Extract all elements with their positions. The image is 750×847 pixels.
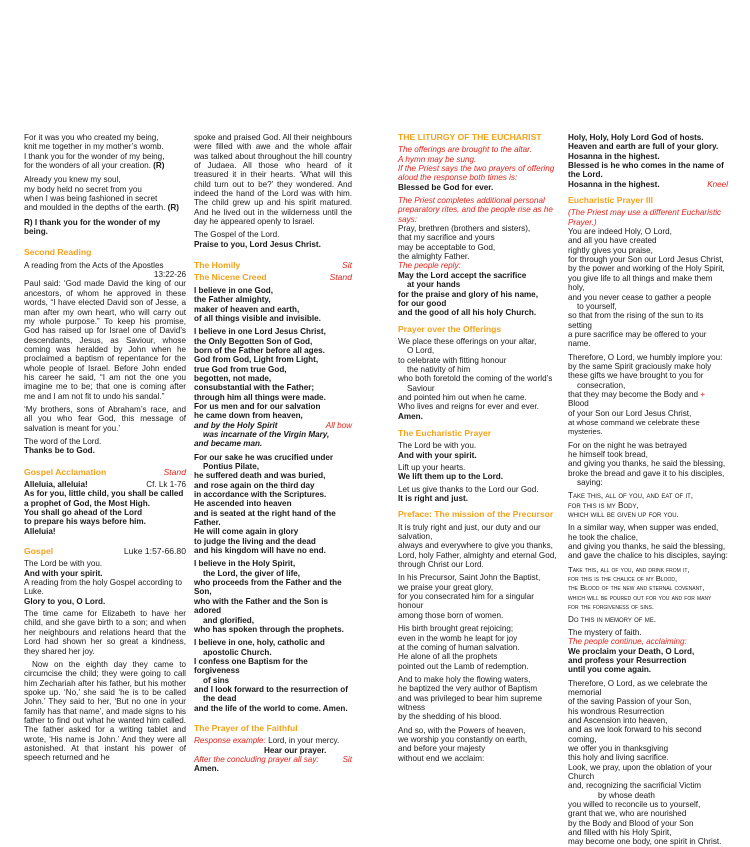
- text-line: Pontius Pilate,: [203, 462, 259, 471]
- text-line: who proceeds from the Father and the Son,: [194, 578, 342, 597]
- text-line: through Christ our Lord.: [398, 560, 484, 570]
- text-line: the Only Begotten Son of God,: [194, 336, 313, 346]
- text-line: for this is the chalice of my Blood,: [568, 574, 678, 584]
- preface-stanza: [398, 675, 558, 722]
- text-line: and, recognizing the sacrificial Victim: [568, 781, 702, 791]
- text-line: Saviour: [407, 383, 435, 393]
- response-marker: (R): [167, 203, 179, 213]
- rubric-text: (The Priest may use a different Eucharistic Prayer.): [568, 208, 722, 227]
- text-line: and all you have created: [568, 236, 657, 246]
- creed-stanza: [194, 453, 352, 556]
- rubric-block: [398, 145, 558, 182]
- rubric-text: Response example:: [194, 736, 266, 746]
- preface-heading: Preface: The mission of the Precursor: [398, 509, 554, 520]
- consecration-words: [568, 491, 728, 519]
- text-line: You shall go ahead of the Lord: [24, 508, 143, 518]
- mystery-of-faith: The mystery of faith.: [568, 627, 642, 637]
- prayer-stanza: [568, 441, 728, 488]
- text-line: for through your Son our Lord Jesus Christ,: [568, 255, 724, 265]
- text-line: I believe in one God,: [194, 285, 274, 295]
- text-line: true God from true God,: [194, 364, 287, 374]
- text-line: Already you knew my soul,: [24, 175, 121, 185]
- text-line: For it was you who created my being,: [24, 133, 159, 142]
- text-line: and Ascension into heaven,: [568, 715, 668, 725]
- text-line: Look, we pray, upon the oblation of your Church: [568, 762, 712, 781]
- preface-stanza: [398, 573, 558, 620]
- text-line: who both foretold the coming of the world’s: [398, 374, 553, 384]
- text-line: and his kingdom will have no end.: [194, 546, 326, 556]
- dialogue-line: Let us give thanks to the Lord our God.: [398, 484, 539, 494]
- posture-rubric: Stand: [163, 466, 186, 477]
- dialogue-response: And with your spirit.: [24, 568, 103, 578]
- reading-paragraph: ‘My brothers, sons of Abraham’s race, and all you who fear God, this message of salvation is meant for you.’: [24, 404, 186, 433]
- acclamation-verse: [24, 489, 186, 536]
- creed-stanza: [194, 286, 352, 323]
- text-line: and before your majesty: [398, 744, 486, 754]
- preface-stanza: [398, 523, 558, 570]
- creed-stanza: [194, 638, 352, 713]
- text-line: We proclaim your Death, O Lord,: [568, 646, 695, 656]
- text-line: for our good: [398, 298, 447, 308]
- text-line: at your hands: [407, 280, 461, 290]
- gospel-heading-row: [24, 547, 186, 556]
- rubric-block: [398, 196, 558, 224]
- gospel-reference: Luke 1:57-66.80: [123, 546, 186, 557]
- text-line: consecration,: [577, 380, 626, 390]
- text-line: without end we acclaim:: [398, 753, 485, 763]
- posture-rubric: Kneel: [707, 179, 728, 189]
- may-the-lord-accept: [398, 271, 558, 318]
- text-line: In a similar way, when supper was ended,: [568, 523, 719, 533]
- text-line: God from God, Light from Light,: [194, 355, 319, 365]
- response-example-line: [194, 736, 352, 745]
- text-line: we praise your great glory,: [398, 582, 494, 592]
- creed-heading: The Nicene Creed: [194, 272, 267, 283]
- text-line: and filled with his Holy Spirit,: [568, 828, 672, 838]
- text-line: the Blood of the new and eternal covenant,: [568, 583, 705, 593]
- text-line: born of the Father before all ages.: [194, 345, 325, 355]
- creed-stanza: [194, 327, 352, 448]
- column-4: [568, 133, 728, 847]
- column-1: [24, 133, 186, 767]
- dialogue-line: The Lord be with you.: [398, 441, 477, 451]
- text-line: of your Son our Lord Jesus Christ,: [568, 408, 692, 418]
- text-line: Holy, Holy, Holy Lord God of hosts.: [568, 133, 704, 142]
- text-line: may be acceptable to God,: [398, 242, 496, 252]
- reading-source: A reading from the Acts of the Apostles: [24, 260, 164, 270]
- text-line: and pointed him out when he came.: [398, 392, 527, 402]
- text-line: and rose again on the third day: [194, 480, 315, 490]
- text-line: of all things visible and invisible.: [194, 313, 321, 323]
- blessed-be-god: Blessed be God for ever.: [398, 182, 494, 192]
- text-line: [24, 203, 186, 212]
- text-line: And to make holy the flowing waters,: [398, 674, 531, 684]
- text-line: by the power and working of the Holy Spirit,: [568, 264, 725, 274]
- word-of-the-lord: The word of the Lord.: [24, 436, 102, 446]
- text-line: among those born of women.: [398, 610, 504, 620]
- dialogue-response: It is right and just.: [398, 494, 468, 504]
- text-line: I believe in the Holy Spirit,: [194, 559, 296, 569]
- text-fragment: and moulded in the depths of the earth.: [24, 203, 166, 213]
- text-line: He alone of all the prophets: [398, 652, 498, 662]
- text-line: and giving you thanks, he said the blessing,: [568, 542, 726, 552]
- text-line: we offer you in thanksgiving: [568, 743, 669, 753]
- gospel-reading-from: A reading from the holy Gospel according to Luke.: [24, 578, 183, 597]
- creed-bow-row: [194, 421, 352, 430]
- text-line: aloud the response both times is:: [398, 173, 518, 183]
- text-line: at the coming of human salvation.: [398, 642, 520, 652]
- text-fragment: Lord, in your mercy.: [268, 736, 340, 746]
- eucharistic-prayer-iii-heading: Eucharistic Prayer III: [568, 195, 654, 206]
- dialogue-line: Lift up your hearts.: [398, 463, 466, 472]
- text-line: and giving you thanks, he said the blessing,: [568, 459, 726, 469]
- creed-heading-row: [194, 273, 352, 282]
- text-line: by the Body and Blood of your Son: [568, 818, 694, 828]
- pray-brethren: [398, 224, 558, 261]
- text-line: the Lord, the giver of life,: [203, 568, 301, 578]
- prayer-stanza: [568, 679, 728, 763]
- text-line: for you consecrated him for a singular honour: [398, 592, 534, 611]
- offerings-prayer: [398, 337, 558, 412]
- cross-icon: +: [700, 389, 706, 399]
- text-line: even in the womb he leapt for joy: [398, 633, 518, 643]
- hear-our-prayer: Hear our prayer.: [264, 745, 327, 755]
- text-line: Heaven and earth are full of your glory.: [568, 142, 719, 152]
- text-line: grant that we, who are nourished: [568, 809, 687, 819]
- text-fragment: Blood: [568, 399, 589, 409]
- acclamation-reference: Cf. Lk 1-76: [146, 480, 186, 489]
- text-line: and was privileged to bear him supreme witness: [398, 693, 543, 712]
- text-line: pointed out the Lamb of redemption.: [398, 661, 529, 671]
- text-line: It is truly right and just, our duty and our salvation,: [398, 522, 541, 542]
- do-this-in-memory: Do this in memory of me.: [568, 614, 656, 624]
- text-line: Take this, all of you, and drink from it,: [568, 564, 690, 574]
- text-line: [568, 390, 728, 409]
- text-line: we worship you constantly on earth,: [398, 734, 528, 744]
- gospel-acclamation-heading: Gospel Acclamation: [24, 466, 107, 477]
- text-line: the almighty Father.: [398, 252, 470, 262]
- rubric-text: The people reply:: [398, 261, 461, 271]
- text-line: apostolic Church.: [203, 647, 272, 657]
- text-line: Lord, holy Father, almighty and eternal God,: [398, 550, 557, 560]
- text-line: and I look forward to the resurrection of: [194, 684, 348, 694]
- text-line: begotten, not made,: [194, 373, 272, 383]
- memorial-acclamation: [568, 647, 728, 675]
- text-line: Take this, all of you, and eat of it,: [568, 491, 694, 501]
- text-line: broke the bread and gave it to his disciples,: [568, 468, 725, 478]
- psalm-stanza-1: [24, 133, 186, 170]
- text-line: and glorified,: [203, 615, 255, 625]
- text-line: I confess one Baptism for the forgiveness: [194, 656, 308, 676]
- prayer-stanza: [568, 227, 728, 348]
- text-line: and is seated at the right hand of the Father.: [194, 508, 336, 528]
- text-fragment: for the wonders of all your creation.: [24, 161, 151, 171]
- text-line: May the Lord accept the sacrifice: [398, 270, 527, 280]
- text-line: to celebrate with fitting honour: [398, 355, 507, 365]
- concluding-row: [194, 755, 352, 774]
- text-line: Hosanna in the highest.: [568, 151, 660, 161]
- text-line: and as we look forward to his second coming,: [568, 725, 702, 744]
- text-line: for the forgiveness of sins.: [568, 602, 654, 612]
- thanks-be-to-god: Thanks be to God.: [24, 446, 95, 456]
- offerings-heading: Prayer over the Offerings: [398, 323, 502, 334]
- text-line: We place these offerings on your altar,: [398, 336, 537, 346]
- text-line: rightly gives you praise,: [568, 245, 653, 255]
- text-line: may become one body, one spirit in Christ.: [568, 837, 722, 847]
- faithful-heading: The Prayer of the Faithful: [194, 722, 298, 733]
- text-line: I believe in one Lord Jesus Christ,: [194, 327, 326, 337]
- posture-rubric: All bow: [325, 420, 352, 430]
- praise-to-you: Praise to you, Lord Jesus Christ.: [194, 239, 321, 249]
- text-line: Therefore, O Lord, we humbly implore you:: [568, 352, 723, 362]
- text-line: A hymn may be sung.: [398, 154, 477, 164]
- text-line: the nativity of him: [407, 364, 471, 374]
- text-line: maker of heaven and earth,: [194, 304, 300, 314]
- text-line: [24, 161, 186, 170]
- text-line: For our sake he was crucified under: [194, 452, 334, 462]
- sanctus: [568, 133, 728, 189]
- reading-paragraph: Paul said: ‘God made David the king of our ancestors, of whom he approved in these words, “I have elected David son of Jesse, a man after my own heart, who will carry out my whole purpose.” To keep his promise, God has raised up for Israel one of David’s descendants, Jesus, as Saviour, whose coming was heralded by John when he proclaimed a baptism of repentance for the whole people of Israel. Before John ended his career he said, “I am not the one you imagine me to be; that one is coming after me and I am not fit to undo his sandal.”: [24, 279, 186, 401]
- text-line: a prophet of God, the Most High.: [24, 498, 150, 508]
- gospel-paragraph: Now on the eighth day they came to circumcise the child; they were going to call him Zechariah after his father, but his mother spoke up. ‘No,’ she said ‘he is to be called John.’ They said to her, ‘But no one in your family has that name’, and made signs to his father to find out what he wanted him called. The father asked for a writing tablet and wrote, ‘His name is John.’ And they were all astonished. At that instant his power of speech returned and he: [24, 659, 186, 763]
- text-line: who has spoken through the prophets.: [194, 624, 344, 634]
- text-line: he suffered death and was buried,: [194, 471, 326, 481]
- text-line: As for you, little child, you shall be called: [24, 489, 184, 499]
- text-line: I believe in one, holy, catholic and: [194, 638, 325, 648]
- text-line: Hosanna in the highest.: [568, 179, 660, 189]
- preface-stanza: [398, 726, 558, 763]
- text-line: For on the night he was betrayed: [568, 440, 687, 450]
- text-line: through him all things were made.: [194, 392, 326, 402]
- gospel-paragraph: The time came for Elizabeth to have her child, and she gave birth to a son; and when her neighbours and relations heard that the Lord had shown her so great a kindness, they shared her joy.: [24, 609, 186, 656]
- prayer-stanza: [568, 353, 728, 437]
- text-line: His birth brought great rejoicing;: [398, 624, 514, 634]
- amen: Amen.: [194, 764, 219, 774]
- text-line: Therefore, O Lord, as we celebrate the memorial: [568, 678, 708, 697]
- text-line: and by the Holy Spirit: [194, 420, 278, 430]
- text-line: The offerings are brought to the altar.: [398, 145, 532, 155]
- text-line: so that from the rising of the sun to its setting: [568, 311, 704, 330]
- text-line: a pure sacrifice may be offered to your name.: [568, 329, 707, 349]
- homily-heading: The Homily: [194, 260, 241, 271]
- text-line: and gave the chalice to his disciples, saying:: [568, 551, 728, 561]
- text-line: I thank you for the wonder of my being,: [24, 151, 165, 161]
- gospel-acclamation-heading-row: [24, 468, 186, 477]
- posture-rubric: Stand: [329, 272, 352, 283]
- text-line: and the good of all his holy Church.: [398, 308, 537, 318]
- text-line: at whose command we celebrate these mysteries.: [568, 417, 700, 437]
- text-line: consubstantial with the Father;: [194, 383, 315, 393]
- alleluia-line: Alleluia, alleluia!: [24, 480, 88, 489]
- text-line: these gifts we have brought to you for: [568, 371, 704, 381]
- text-line: when I was being fashioned in secret: [24, 194, 158, 204]
- text-line: until you come again.: [568, 665, 652, 675]
- posture-rubric: Sit: [342, 754, 352, 764]
- text-line: my body held no secret from you: [24, 184, 142, 194]
- text-line: and the life of the world to come. Amen.: [194, 703, 348, 713]
- column-3: [398, 133, 558, 763]
- gospel-of-the-lord: The Gospel of the Lord.: [194, 230, 280, 240]
- text-line: He will come again in glory: [194, 527, 299, 537]
- rubric-text: The people continue, acclaiming:: [568, 637, 687, 647]
- column-2: [194, 133, 352, 774]
- gospel-heading: Gospel: [24, 546, 54, 557]
- creed-stanza: [194, 559, 352, 634]
- text-line: and became man.: [194, 439, 263, 449]
- text-line: and you never cease to gather a people: [568, 292, 712, 302]
- text-line: was incarnate of the Virgin Mary,: [203, 429, 330, 439]
- text-line: of the saving Passion of your Son,: [568, 697, 692, 707]
- text-line: O Lord,: [407, 346, 435, 356]
- text-line: He ascended into heaven: [194, 499, 292, 509]
- consecration-words: [568, 565, 728, 612]
- text-line: to judge the living and the dead: [194, 536, 316, 546]
- text-line: the Father almighty,: [194, 295, 271, 305]
- rubric-text: After the concluding prayer all say:: [194, 754, 319, 764]
- text-line: he baptized the very author of Baptism: [398, 684, 538, 694]
- text-line: you willed to reconcile us to yourself,: [568, 800, 701, 810]
- posture-rubric: Sit: [341, 260, 352, 271]
- dialogue-response: We lift them up to the Lord.: [398, 472, 504, 482]
- text-line: You are indeed Holy, O Lord,: [568, 227, 672, 237]
- psalm-response: R) I thank you for the wonder of my being.: [24, 217, 161, 237]
- text-line: which will be poured out for you and for many: [568, 592, 712, 602]
- text-line: knit me together in my mother’s womb.: [24, 142, 164, 152]
- text-line: for this is my Body,: [568, 500, 639, 510]
- liturgy-heading: THE LITURGY OF THE EUCHARIST: [398, 132, 542, 142]
- text-line: saying:: [577, 478, 603, 488]
- reading-reference: 13:22-26: [153, 270, 186, 280]
- text-line: by the shedding of his blood.: [398, 712, 502, 722]
- text-line: he took the chalice,: [568, 532, 639, 542]
- dialogue-response: Glory to you, O Lord.: [24, 596, 106, 606]
- text-line: for the praise and glory of his name,: [398, 289, 538, 299]
- text-line: And so, with the Powers of heaven,: [398, 725, 526, 735]
- text-line: his wondrous Resurrection: [568, 706, 665, 716]
- text-line: always and everywhere to give you thanks,: [398, 541, 553, 551]
- text-line: preparatory rites, and the people rise as he: [398, 205, 553, 215]
- text-line: this holy and living sacrifice.: [568, 753, 669, 763]
- text-line: to prepare his ways before him.: [24, 517, 146, 527]
- text-line: to yourself,: [577, 301, 617, 311]
- text-line: in accordance with the Scriptures.: [194, 490, 327, 500]
- sanctus-last-row: [568, 180, 728, 189]
- text-line: Blessed is he who comes in the name of: [568, 161, 724, 171]
- dialogue-response: And with your spirit.: [398, 450, 477, 460]
- concluding-line: [194, 755, 343, 774]
- text-line: he himself took bread,: [568, 450, 648, 459]
- text-line: which will be given up for you.: [568, 510, 679, 520]
- text-line: Who lives and reigns for ever and ever.: [398, 402, 539, 412]
- text-line: by the same Spirit graciously make holy: [568, 361, 712, 371]
- text-line: says:: [398, 214, 417, 224]
- alleluia-row: [24, 480, 186, 489]
- text-line: If the Priest says the two prayers of offering: [398, 164, 555, 174]
- text-line: the Lord.: [568, 170, 603, 180]
- psalm-stanza-2: [24, 175, 186, 212]
- text-line: the dead: [203, 694, 237, 704]
- text-line: of sins: [203, 675, 230, 685]
- prayer-stanza: [568, 763, 728, 847]
- homily-heading-row: [194, 261, 352, 270]
- text-line: and profess your Resurrection: [568, 655, 687, 665]
- text-line: For us men and for our salvation: [194, 401, 321, 411]
- text-fragment: that they may become the Body and: [568, 389, 699, 399]
- prayer-stanza: [568, 523, 728, 560]
- text-line: he came down from heaven,: [194, 411, 303, 421]
- text-line: that my sacrifice and yours: [398, 233, 495, 243]
- dialogue-line: The Lord be with you.: [24, 559, 103, 569]
- amen: Amen.: [398, 411, 423, 421]
- eucharistic-prayer-heading: The Eucharistic Prayer: [398, 427, 492, 438]
- text-line: In his Precursor, Saint John the Baptist,: [398, 573, 541, 583]
- gospel-paragraph-continued: spoke and praised God. All their neighbours were filled with awe and the whole affair was talked about throughout the hill country of Judaea. All those who heard of it treasured it in their hearts. ‘What will this child turn out to be?’ they wondered. And indeed the hand of the Lord was with him. The child grew up and his spirit matured. And he lived out in the wilderness until the day he appeared openly to Israel.: [194, 133, 352, 227]
- text-line: you give life to all things and make them holy,: [568, 273, 713, 293]
- response-marker: (R): [153, 161, 165, 171]
- text-line: who with the Father and the Son is adored: [194, 596, 329, 616]
- text-line: The Priest completes additional personal: [398, 196, 545, 206]
- text-line: Pray, brethren (brothers and sisters),: [398, 224, 531, 234]
- text-line: by whose death: [598, 790, 655, 800]
- preface-stanza: [398, 624, 558, 671]
- second-reading-heading: Second Reading: [24, 247, 92, 258]
- text-line: Alleluia!: [24, 526, 56, 536]
